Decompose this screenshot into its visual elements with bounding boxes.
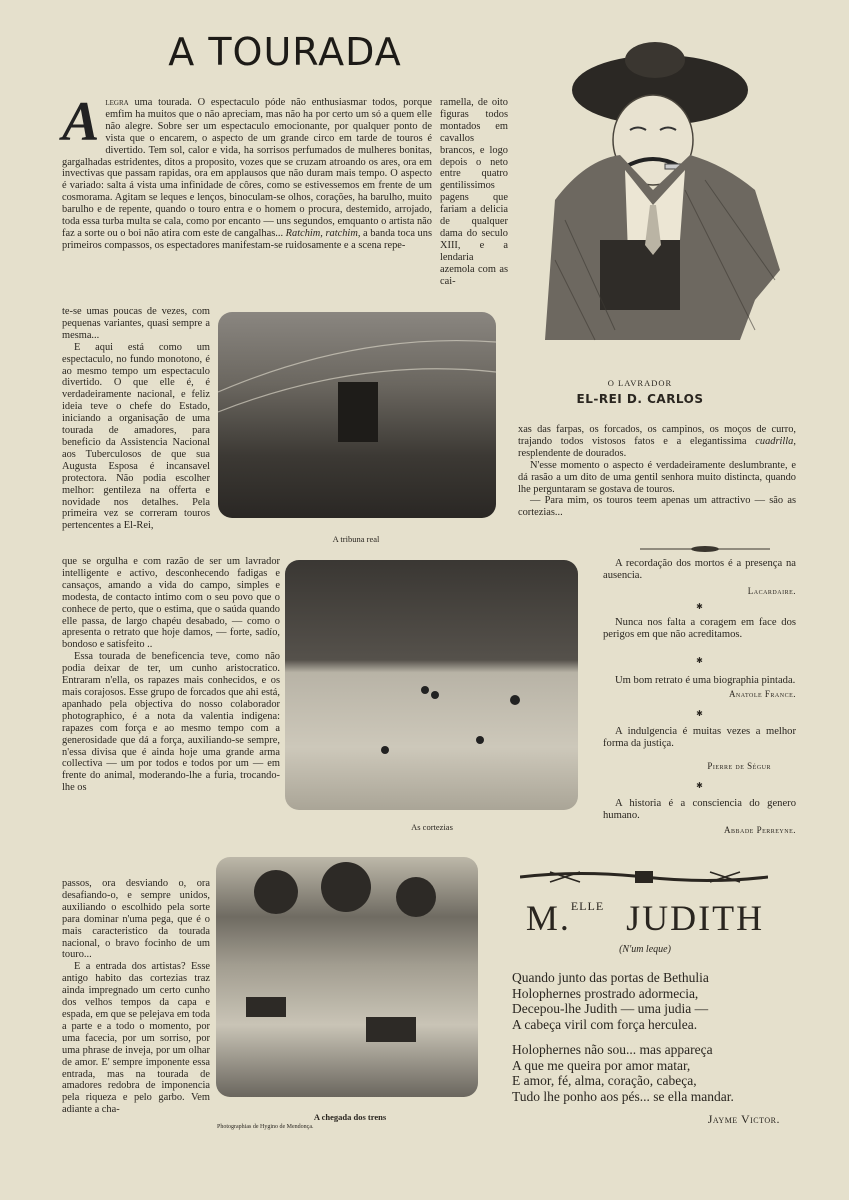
poem-title-main: JUDITH bbox=[626, 898, 765, 938]
photo-tribuna-real bbox=[218, 312, 496, 518]
poem-line: Tudo lhe ponho aos pés... se ella mandar. bbox=[512, 1088, 734, 1104]
poem-line: Holophernes não sou... mas appareça bbox=[512, 1042, 713, 1057]
quotes-section bbox=[603, 558, 796, 835]
paragraph: que se orgulha e com razão de ser um lavrador intelligente e activo, desconhecendo fadigas e cansaços, amando a vida do campo, simples e modesta, de contacto intimo com o seu povo que o conhece de perto, que o estima, que o saúda quando elle passa, de largo chapéu desabado, — como o apresenta o retrato que hoje damos, — forte, sadío, bondoso e satisfeito .. bbox=[62, 556, 280, 651]
photo-cortezias bbox=[285, 560, 578, 810]
poem-line: Holophernes prostrado adormecia, bbox=[512, 985, 699, 1001]
poem-title-prefix: M. bbox=[525, 898, 571, 938]
paragraph: xas das farpas, os forcados, os campinos, os moços de curro, trajando todos vistosos fatos e a elegantissima bbox=[518, 424, 796, 447]
separator-star: ✱ bbox=[696, 780, 703, 790]
portrait-caption: EL-REI D. CARLOS bbox=[576, 392, 704, 406]
intro-text: uma tourada. O espectaculo póde não enthusiasmar todos, porque emfim ha muitos que o não apreciam, mas não ha por certo um só a quem elle não alegre. Sobre ser um espectaculo emocionante, por qualquer ponto de vista que o encarem, o aspecto de um grande circo em tarde de touros é divertido. Tem sol, calor e vida, ha sorrisos perfumados de mulheres bonitas, gargalhadas estridentes, ditos a proposito, vozes que se cruzam atroando os ares, ora em invectivas que passam rapidas, ora em applausos que não duram mais tempo. O aspecto é variado: salta á vista uma infinidade de côres, como se estivessemos em frente de um cosmorama. Agitam se leques e lenços, binoculam-se olhos, corações, ha barulho, muito barulho e de repente, quando o touro entra e o homem o procura, destemido, arrojado, toda essa turba multa se cala, como por encanto — uns segundos, emquanto o artista não faz a sorte ou o boi não atira com este de cangalhas... bbox=[62, 97, 432, 239]
paragraph: E a entrada dos artistas? Esse antigo habito das cortezias traz ainda impregnado um certo cunho dos velhos tempos da capa e espada, em que se pelejava em toda a parte e a todo o momento, por uma facecia, por um sorriso, por uma phrase de inveja, por um olhar de amor. E' sempre imponente essa entrada, mas na tourada de amadores redobra de imponencia pela riqueza e pelo garbo. Vem adiante a cha- bbox=[62, 961, 211, 1116]
photo-credit: Photographias de Hygino de Mendonça. bbox=[217, 1124, 314, 1130]
ratchim-text: Ratchim, ratchim, bbox=[285, 227, 361, 239]
italic-word: cuadrilla bbox=[755, 435, 794, 447]
article-intro bbox=[62, 91, 432, 252]
photo-caption: A tribuna real bbox=[332, 534, 380, 544]
portrait-subtitle: O LAVRADOR bbox=[607, 378, 673, 388]
paragraph: te-se umas poucas de vezes, com pequenas variantes, quasi sempre a mesma... bbox=[62, 306, 210, 341]
poem-title-sup: ELLE bbox=[570, 899, 605, 913]
quote-author: Abbade Perreyne. bbox=[723, 824, 796, 835]
poem-title bbox=[510, 898, 780, 938]
article-column-3 bbox=[518, 424, 796, 519]
poem-line: Decepou-lhe Judith — uma judia — bbox=[512, 1001, 709, 1017]
paragraph: N'esse momento o aspecto é verdadeiramente deslumbrante, e dá rasão a um dito de uma gentil senhora muito distincta, quando lhe perguntaram se gostava de touros. bbox=[518, 459, 796, 495]
ornament-divider bbox=[640, 540, 770, 548]
paragraph: — Para mim, os touros teem apenas um attractivo — são as cortezias... bbox=[518, 495, 796, 519]
quote-author: Anatole France. bbox=[728, 689, 796, 700]
quote-text: A recordação dos mortos é a presença na ausencia. bbox=[603, 558, 796, 582]
paragraph-end: , resplendente de dourados. bbox=[518, 435, 796, 459]
portrait-illustration bbox=[525, 40, 790, 360]
separator-star: ✱ bbox=[696, 709, 703, 719]
intro-end-text: a banda toca uns primeiros compassos, os espectadores manifestam-se ruidosamente e a scena repe- bbox=[62, 227, 432, 251]
photo-caption: As cortezias bbox=[411, 822, 453, 832]
article-col1-c bbox=[62, 556, 280, 794]
photo-caption: A chegada dos trens bbox=[313, 1112, 387, 1122]
paragraph: E aqui está como um espectaculo, no fundo monotono, é ao mesmo tempo um espectaculo divertido. O que elle é, é verdadeiramente nacional, e feliz ideia teve o chefe do Estado, iniciando a organisação de uma tourada de amadores, para beneficio da Assistencia Nacional aos Tuberculosos de que sua Augusta Esposa é incansavel protectora. Não podia escolher melhor: gentileza na offerta e novidade nos detalhes. Pela primeira vez se correram touros pertencentes a El-Rei, bbox=[62, 341, 210, 532]
quote-text: Nunca nos falta a coragem em face dos perigos em que não acreditamos. bbox=[603, 616, 796, 641]
photo-chegada-trens bbox=[216, 857, 478, 1097]
quote-text: A indulgencia é muitas vezes a melhor forma da justiça. bbox=[603, 726, 796, 750]
poem-line: Quando junto das portas de Bethulia bbox=[512, 970, 709, 985]
poem-line: A que me queira por amor matar, bbox=[512, 1057, 691, 1073]
separator-star: ✱ bbox=[696, 655, 703, 665]
drop-cap: A bbox=[62, 91, 100, 153]
article-title: A TOURADA bbox=[168, 30, 402, 74]
paragraph: passos, ora desviando o, ora desafiando-o, e sempre unidos, auxiliando o escolhido pela sorte para dominar n'uma pega, que é o mais caracteristico da tourada nacional, o bravo focinho de um touro... bbox=[62, 878, 210, 961]
quote-text: Um bom retrato é uma biographia pintada. bbox=[615, 674, 796, 686]
quote-text: A historia é a consciencia do genero humano. bbox=[603, 797, 796, 822]
poem-line: E amor, fé, alma, coração, cabeça, bbox=[512, 1073, 697, 1089]
paragraph: Essa tourada de beneficencia teve, como não podia deixar de ter, um cunho aristocratico. Entraram n'ella, os rapazes mais conhecidos, e os mais corajosos. Esse grupo de forcados que ahi está, apanhado pela objectiva do nosso colaborador photographico, é a nota da valentia indigena: rapazes com força e ao mesmo tempo com a generosidade que dá a força, auxiliando-se sempre, n'essa divisa que é ainda hoje uma grande arma collectiva — um por todos e todos por um — em frente do animal, moderando-lhe a furia, trocando-lhe os bbox=[62, 651, 280, 794]
poem-stanza-2 bbox=[512, 1042, 802, 1104]
article-col1-e bbox=[62, 878, 210, 1116]
separator-star: ✱ bbox=[696, 601, 703, 611]
poem-line: A cabeça viril com força herculea. bbox=[512, 1016, 698, 1032]
poem-stanza-1 bbox=[512, 970, 802, 1032]
ornament-banner bbox=[520, 870, 768, 884]
poem-subtitle: (N'um leque) bbox=[619, 944, 671, 955]
quote-author: Lacardaire. bbox=[747, 585, 796, 596]
lead-smallcaps: legra bbox=[105, 97, 129, 108]
article-col1-a bbox=[62, 306, 210, 532]
poem-author: Jayme Victor. bbox=[707, 1112, 780, 1126]
quote-author: Pierre de Ségur bbox=[707, 760, 771, 771]
article-column-2: ramella, de oito figuras todos montados em cavallos brancos, e logo depois o neto entre quatro gentilissimos pagens que fariam a delicia de qualquer dama do seculo XIII, e a lendaria azemola com as cai- bbox=[440, 97, 508, 287]
